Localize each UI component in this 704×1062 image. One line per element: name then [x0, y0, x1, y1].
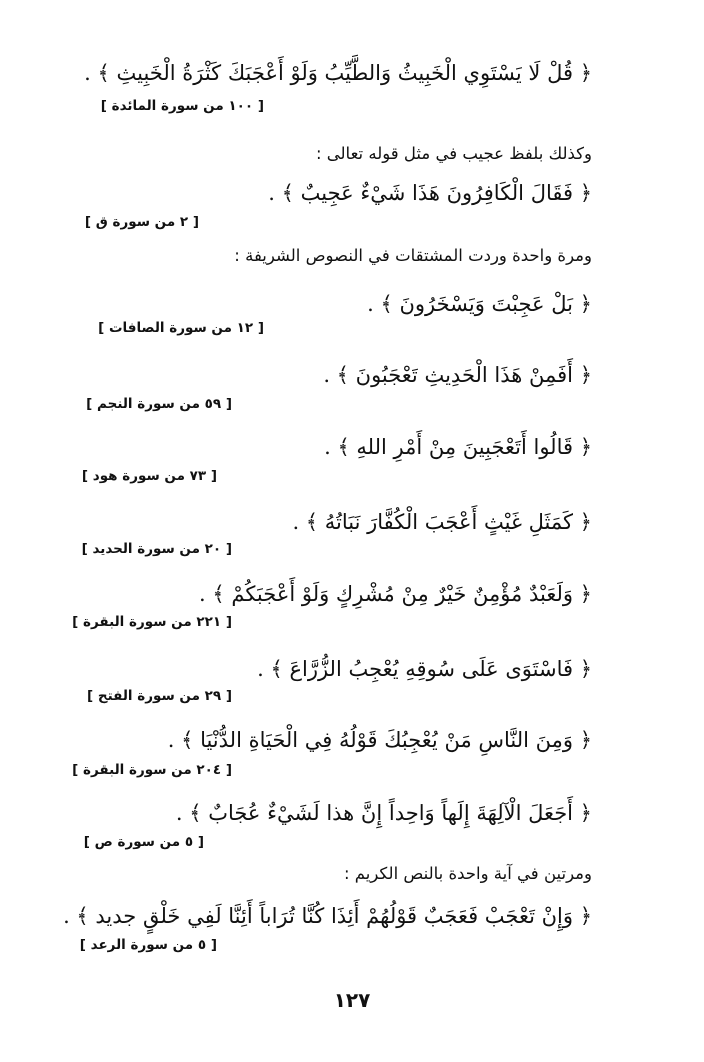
- verse-reference: [ ٢٩ من سورة الفتح ]: [87, 688, 232, 704]
- quran-verse: ﴿ قَالُوا أَتَعْجَبِينَ مِنْ أَمْرِ اللهِ ﴾ .: [324, 435, 592, 459]
- quran-verse: ﴿ بَلْ عَجِبْتَ وَيَسْخَرُونَ ﴾ .: [367, 292, 592, 316]
- page-number: ١٢٧: [333, 988, 371, 1012]
- verse-reference: [ ٢٠٤ من سورة البقرة ]: [72, 762, 232, 778]
- quran-verse: ﴿ وَإِنْ تَعْجَبْ فَعَجَبٌ قَوْلُهُمْ أَئِذَا كُنَّا تُرَاباً أَئِنَّا لَفِي خَلْقٍ جديد ﴾ .: [63, 904, 592, 928]
- quran-verse: ﴿ وَلَعَبْدٌ مُؤْمِنٌ خَيْرٌ مِنْ مُشْرِكٍ وَلَوْ أَعْجَبَكُمْ ﴾ .: [199, 582, 592, 606]
- verse-reference: [ ٧٣ من سورة هود ]: [81, 468, 217, 484]
- verse-reference: [ ١٠٠ من سورة المائدة ]: [100, 98, 264, 114]
- verse-reference: [ ١٢ من سورة الصافات ]: [98, 320, 264, 336]
- verse-reference: [ ٥ من سورة ص ]: [83, 834, 204, 850]
- quran-verse: ﴿ فَاسْتَوَى عَلَى سُوقِهِ يُعْجِبُ الزُّرَّاعَ ﴾ .: [257, 657, 592, 681]
- prose-line: ومرتين في آية واحدة بالنص الكريم :: [343, 864, 592, 883]
- prose-line: وكذلك بلفظ عجيب في مثل قوله تعالى :: [315, 144, 592, 163]
- quran-verse: ﴿ أَجَعَلَ الْآلِهَةَ إِلَهاً وَاحِداً إِنَّ هذا لَشَيْءٌ عُجَابٌ ﴾ .: [175, 801, 592, 825]
- quran-verse: ﴿ كَمَثَلِ غَيْثٍ أَعْجَبَ الْكُفَّارَ نَبَاتُهُ ﴾ .: [292, 510, 592, 534]
- verse-reference: [ ٢٢١ من سورة البقرة ]: [72, 614, 232, 630]
- verse-reference: [ ٢٠ من سورة الحديد ]: [81, 541, 232, 557]
- prose-line: ومرة واحدة وردت المشتقات في النصوص الشريفة :: [234, 246, 592, 265]
- verse-reference: [ ٥ من سورة الرعد ]: [79, 937, 217, 953]
- quran-verse: ﴿ أَفَمِنْ هَذَا الْحَدِيثِ تَعْجَبُونَ ﴾ .: [323, 363, 592, 387]
- quran-verse: ﴿ وَمِنَ النَّاسِ مَنْ يُعْجِبُكَ قَوْلُهُ فِي الْحَيَاةِ الدُّنْيَا ﴾ .: [167, 728, 592, 752]
- verse-reference: [ ٢ من سورة ق ]: [84, 214, 199, 230]
- quran-verse: ﴿ قُلْ لَا يَسْتَوِي الْخَبِيثُ وَالطَّيِّبُ وَلَوْ أَعْجَبَكَ كَثْرَةُ الْخَبِيثِ ﴾ .: [84, 61, 592, 85]
- verse-reference: [ ٥٩ من سورة النجم ]: [86, 396, 232, 412]
- quran-verse: ﴿ فَقَالَ الْكَافِرُونَ هَذَا شَيْءٌ عَجِيبٌ ﴾ .: [268, 181, 592, 205]
